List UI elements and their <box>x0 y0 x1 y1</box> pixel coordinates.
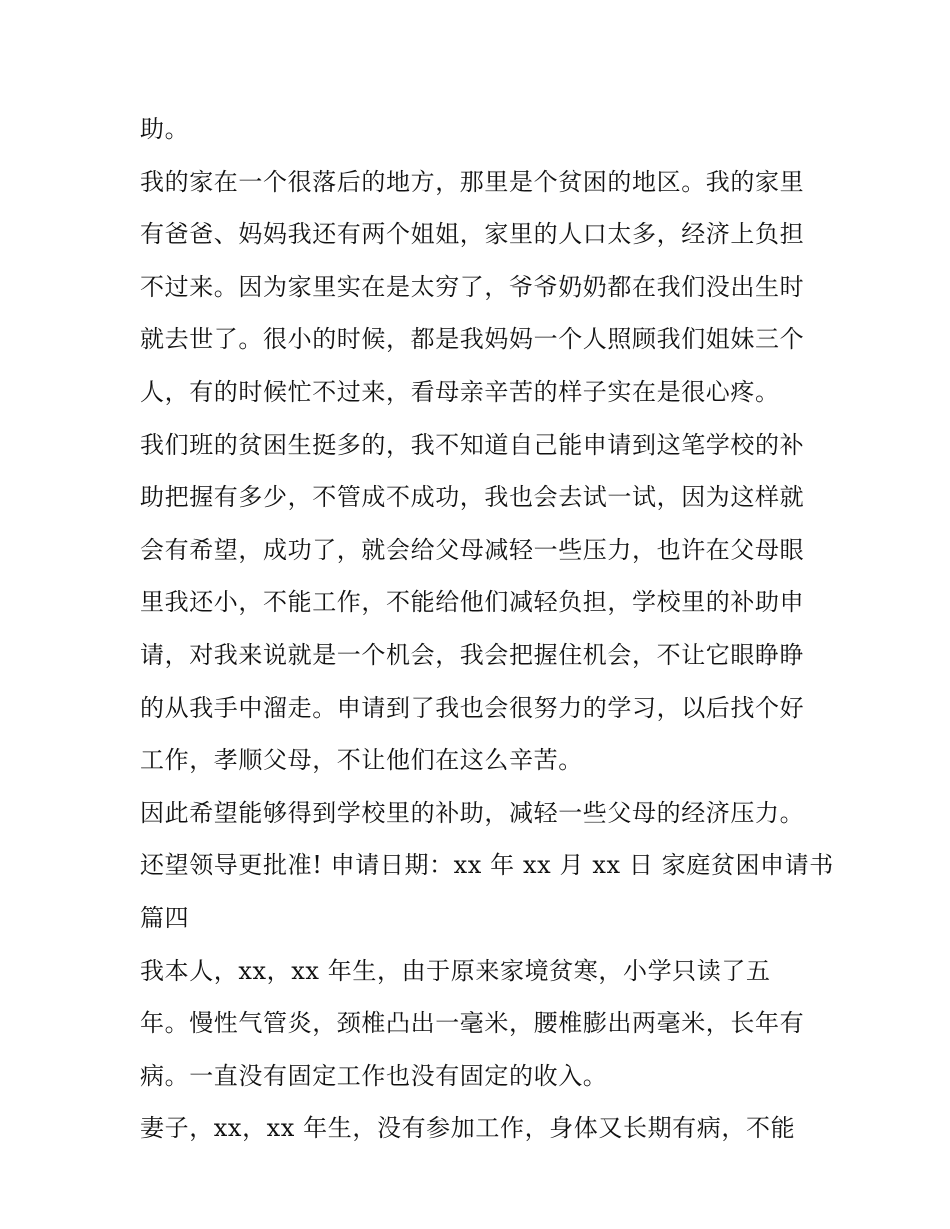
text-line: 年。慢性气管炎，颈椎凸出一毫米，腰椎膨出两毫米，长年有 <box>140 1009 805 1038</box>
text-line: 人，有的时候忙不过来，看母亲辛苦的样子实在是很心疼。 <box>140 377 780 406</box>
text-line: 的从我手中溜走。申请到了我也会很努力的学习，以后找个好 <box>140 693 805 722</box>
text-line: 助。 <box>140 115 190 143</box>
text-line: 篇四 <box>140 903 190 932</box>
text-line: 会有希望，成功了，就会给父母减轻一些压力，也许在父母眼 <box>140 535 805 564</box>
text-line: 就去世了。很小的时候，都是我妈妈一个人照顾我们姐妹三个 <box>140 325 805 354</box>
document-body <box>140 103 834 1155</box>
text-line: 里我还小，不能工作，不能给他们减轻负担，学校里的补助申 <box>140 588 805 617</box>
text-line: 因此希望能够得到学校里的补助，减轻一些父母的经济压力。 <box>140 798 805 827</box>
text-line: 妻子，xx，xx 年生，没有参加工作，身体又长期有病，不能 <box>140 1114 796 1143</box>
text-line: 工作，孝顺父母，不让他们在这么辛苦。 <box>140 746 583 775</box>
text-line: 请，对我来说就是一个机会，我会把握住机会，不让它眼睁睁 <box>140 640 805 669</box>
text-line: 有爸爸、妈妈我还有两个姐姐，家里的人口太多，经济上负担 <box>140 220 805 249</box>
text-line: 病。一直没有固定工作也没有固定的收入。 <box>140 1061 608 1090</box>
text-line: 不过来。因为家里实在是太穷了，爷爷奶奶都在我们没出生时 <box>140 272 805 301</box>
text-line: 助把握有多少，不管成不成功，我也会去试一试，因为这样就 <box>140 483 805 512</box>
text-line: 我本人，xx，xx 年生，由于原来家境贫寒，小学只读了五 <box>140 956 771 985</box>
text-line: 我们班的贫困生挺多的，我不知道自己能申请到这笔学校的补 <box>140 430 805 459</box>
text-line: 还望领导更批准! 申请日期：xx 年 xx 月 xx 日 家庭贫困申请书 <box>140 851 834 880</box>
text-line: 我的家在一个很落后的地方，那里是个贫困的地区。我的家里 <box>140 167 805 196</box>
